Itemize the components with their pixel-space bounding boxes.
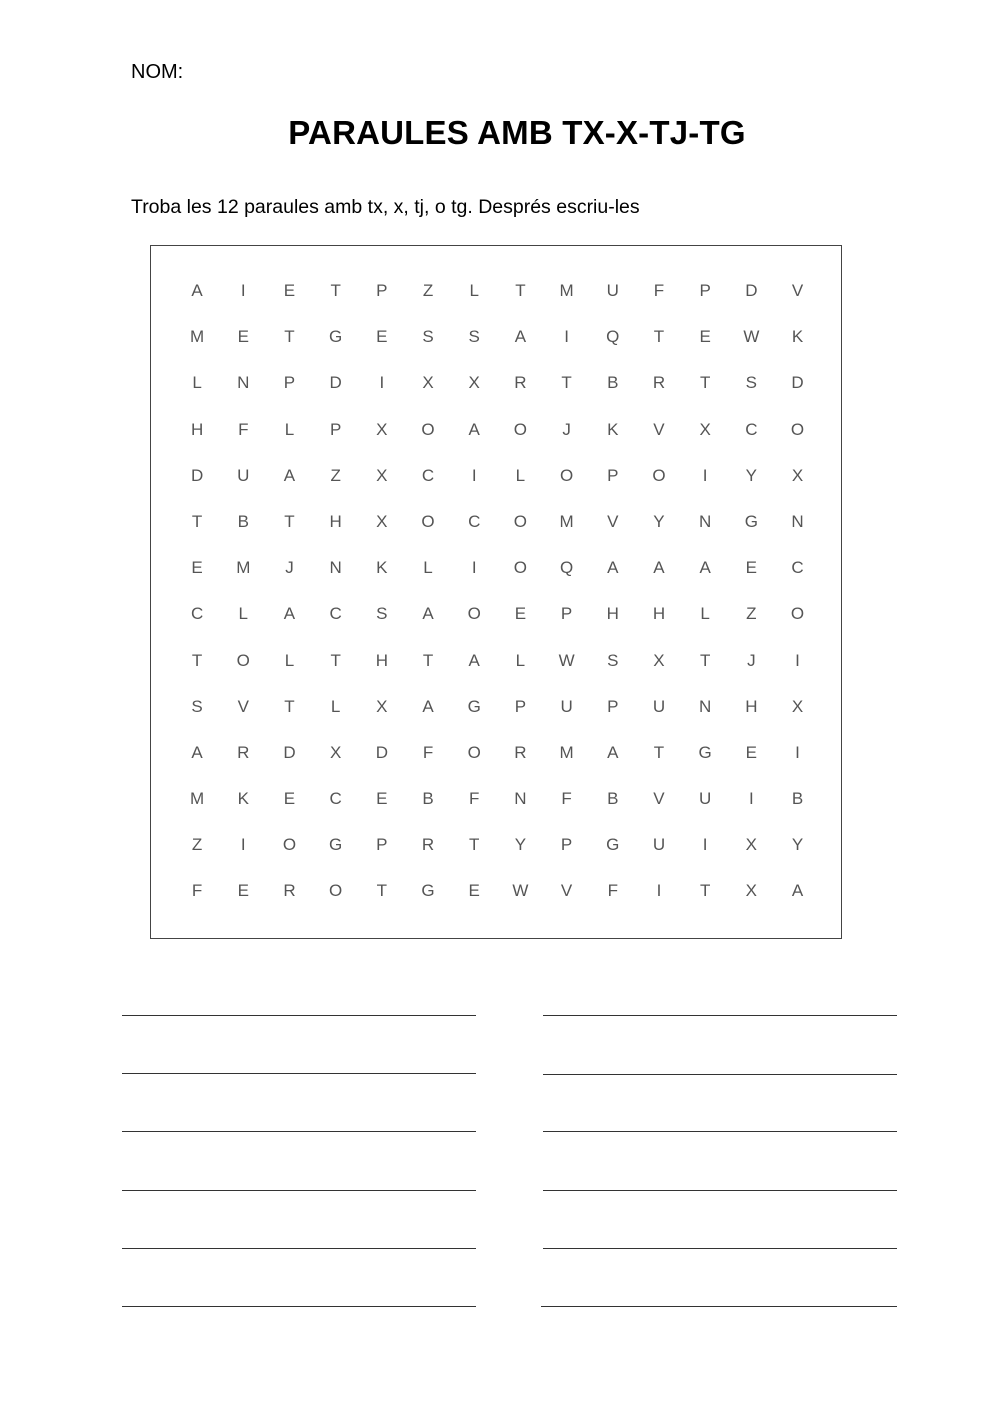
grid-cell[interactable]: O — [559, 465, 574, 485]
answer-line-6[interactable] — [543, 1131, 897, 1132]
grid-cell[interactable]: F — [469, 789, 480, 809]
grid-cell[interactable]: L — [515, 650, 526, 670]
grid-cell[interactable]: H — [652, 604, 666, 624]
grid-cell[interactable]: L — [238, 604, 249, 624]
grid-cell[interactable]: R — [652, 373, 666, 393]
grid-cell[interactable]: E — [376, 789, 388, 809]
grid-cell[interactable]: S — [191, 696, 203, 716]
grid-cell[interactable]: I — [471, 465, 477, 485]
page-title: PARAULES AMB TX-X-TJ-TG — [288, 114, 746, 151]
name-label: NOM: — [131, 61, 184, 83]
grid-cell[interactable]: M — [190, 789, 205, 809]
answer-line-2[interactable] — [543, 1015, 897, 1016]
grid-cell[interactable]: R — [237, 742, 250, 762]
grid-cell[interactable]: S — [422, 327, 434, 347]
grid-cell[interactable]: L — [284, 419, 295, 439]
grid-cell[interactable]: E — [745, 558, 758, 578]
grid-cell[interactable]: H — [375, 650, 388, 670]
grid-cell[interactable]: N — [791, 511, 804, 531]
grid-cell[interactable]: C — [329, 604, 342, 624]
grid-cell[interactable]: C — [791, 558, 804, 578]
grid-cell[interactable]: X — [653, 650, 665, 670]
grid-cell[interactable]: O — [236, 650, 250, 670]
grid-cell[interactable]: X — [422, 373, 434, 393]
grid-cell[interactable]: C — [468, 511, 481, 531]
grid-cell[interactable]: N — [329, 558, 342, 578]
grid-cell[interactable]: T — [284, 696, 295, 716]
grid-cell[interactable]: P — [560, 835, 573, 855]
answer-line-8[interactable] — [543, 1190, 897, 1191]
grid-cell[interactable]: X — [745, 881, 758, 901]
grid-cell[interactable]: N — [237, 373, 250, 393]
grid-cell[interactable]: B — [607, 373, 619, 393]
grid-cell[interactable]: B — [237, 511, 249, 531]
answer-line-11[interactable] — [122, 1306, 476, 1307]
grid-cell[interactable]: U — [237, 465, 250, 485]
grid-cell[interactable]: X — [376, 696, 388, 716]
grid-cell[interactable]: J — [747, 650, 756, 670]
grid-cell[interactable]: D — [791, 373, 804, 393]
grid-cell[interactable]: S — [376, 604, 388, 624]
grid-cell[interactable]: A — [468, 650, 480, 670]
grid-cell[interactable]: D — [375, 742, 388, 762]
grid-cell[interactable]: F — [422, 742, 434, 762]
grid-cell[interactable]: Y — [653, 511, 665, 531]
grid-cell[interactable]: X — [376, 419, 388, 439]
grid-cell[interactable]: T — [422, 650, 434, 670]
answer-line-1[interactable] — [122, 1015, 476, 1016]
grid-cell[interactable]: F — [191, 881, 203, 901]
grid-cell[interactable]: D — [283, 742, 296, 762]
grid-cell[interactable]: H — [190, 419, 204, 439]
grid-cell[interactable]: X — [745, 835, 758, 855]
grid-cell[interactable]: M — [559, 511, 574, 531]
grid-cell[interactable]: L — [469, 281, 479, 300]
grid-cell[interactable]: A — [791, 881, 804, 901]
grid-cell[interactable]: R — [514, 742, 527, 762]
grid-cell[interactable]: O — [513, 558, 528, 578]
grid-cell[interactable]: R — [514, 373, 527, 393]
grid-cell[interactable]: X — [376, 511, 388, 531]
grid-cell[interactable]: I — [702, 835, 708, 855]
grid-cell[interactable]: E — [283, 281, 296, 300]
grid-cell[interactable]: C — [190, 604, 204, 624]
grid-cell[interactable]: J — [562, 419, 571, 439]
grid-cell[interactable]: C — [329, 789, 342, 809]
grid-cell[interactable]: H — [329, 511, 342, 531]
grid-cell[interactable]: G — [421, 881, 435, 901]
grid-cell[interactable]: A — [514, 327, 527, 347]
grid-cell[interactable]: A — [422, 604, 434, 624]
grid-cell[interactable]: G — [698, 742, 712, 762]
grid-cell[interactable]: I — [702, 465, 708, 485]
grid-cell[interactable]: F — [607, 881, 618, 901]
grid-cell[interactable]: S — [468, 327, 480, 347]
grid-cell[interactable]: X — [329, 742, 342, 762]
grid-cell[interactable]: Q — [559, 558, 574, 578]
grid-cell[interactable]: O — [329, 881, 343, 901]
grid-cell[interactable]: K — [607, 419, 619, 439]
grid-cell[interactable]: V — [653, 789, 665, 809]
grid-cell[interactable]: C — [421, 465, 435, 485]
grid-cell[interactable]: P — [376, 281, 388, 300]
grid-cell[interactable]: H — [745, 696, 758, 716]
grid-cell[interactable]: T — [330, 281, 341, 300]
grid-cell[interactable]: P — [329, 419, 342, 439]
grid-cell[interactable]: O — [513, 419, 528, 439]
grid-cell[interactable]: I — [564, 327, 569, 347]
grid-cell[interactable]: W — [512, 881, 529, 901]
grid-cell[interactable]: L — [330, 696, 341, 716]
grid-cell[interactable]: R — [421, 835, 435, 855]
grid-cell[interactable]: D — [745, 281, 758, 300]
grid-cell[interactable]: T — [284, 511, 295, 531]
grid-cell[interactable]: O — [421, 419, 435, 439]
grid-cell[interactable]: O — [467, 604, 481, 624]
grid-cell[interactable]: Z — [746, 604, 757, 624]
grid-cell[interactable]: B — [791, 789, 804, 809]
answer-line-4[interactable] — [543, 1074, 897, 1075]
grid-cell[interactable]: L — [192, 373, 202, 393]
grid-cell[interactable]: G — [329, 835, 343, 855]
grid-cell[interactable]: T — [330, 650, 341, 670]
grid-cell[interactable]: H — [606, 604, 619, 624]
grid-cell[interactable]: V — [607, 511, 619, 531]
grid-cell[interactable]: A — [607, 558, 619, 578]
grid-cell[interactable]: O — [652, 465, 666, 485]
answer-line-10[interactable] — [543, 1248, 897, 1249]
grid-cell[interactable]: T — [699, 881, 711, 901]
grid-cell[interactable]: Z — [191, 835, 203, 855]
grid-cell[interactable]: R — [283, 881, 296, 901]
grid-cell[interactable]: A — [191, 281, 203, 300]
grid-cell[interactable]: P — [283, 373, 296, 393]
grid-cell[interactable]: E — [745, 742, 758, 762]
grid-cell[interactable]: G — [606, 835, 620, 855]
grid-cell[interactable]: F — [653, 281, 665, 300]
grid-cell[interactable]: I — [240, 281, 246, 300]
grid-cell[interactable]: O — [790, 604, 805, 624]
grid-cell[interactable]: W — [743, 327, 760, 347]
grid-cell[interactable]: B — [422, 789, 434, 809]
grid-cell[interactable]: E — [376, 327, 388, 347]
grid-cell[interactable]: A — [283, 604, 296, 624]
grid-cell[interactable]: X — [791, 465, 804, 485]
grid-cell[interactable]: G — [467, 696, 481, 716]
grid-cell[interactable]: V — [560, 881, 573, 901]
grid-cell[interactable]: T — [699, 373, 711, 393]
grid-cell[interactable]: F — [561, 789, 572, 809]
grid-cell[interactable]: M — [559, 281, 574, 300]
grid-cell[interactable]: P — [560, 604, 573, 624]
grid-cell[interactable]: T — [469, 835, 480, 855]
grid-cell[interactable]: T — [376, 881, 388, 901]
grid-cell[interactable]: E — [514, 604, 527, 624]
grid-cell[interactable]: U — [699, 789, 712, 809]
grid-cell[interactable]: T — [653, 742, 665, 762]
grid-cell[interactable]: B — [607, 789, 619, 809]
grid-cell[interactable]: E — [191, 558, 203, 578]
grid-cell[interactable]: S — [745, 373, 758, 393]
grid-cell[interactable]: S — [607, 650, 619, 670]
grid-cell[interactable]: X — [468, 373, 480, 393]
grid-cell[interactable]: U — [652, 835, 666, 855]
grid-cell[interactable]: E — [237, 881, 249, 901]
grid-cell[interactable]: O — [790, 419, 805, 439]
grid-cell[interactable]: Z — [330, 465, 341, 485]
answer-line-7[interactable] — [122, 1190, 476, 1191]
grid-cell[interactable]: P — [607, 465, 619, 485]
grid-cell[interactable]: X — [376, 465, 388, 485]
grid-cell[interactable]: E — [468, 881, 480, 901]
grid-cell[interactable]: N — [699, 511, 712, 531]
word-search-grid[interactable] — [174, 268, 821, 915]
answer-line-12[interactable] — [541, 1306, 897, 1307]
grid-cell[interactable]: I — [240, 835, 246, 855]
grid-cell[interactable]: W — [558, 650, 575, 670]
grid-cell[interactable]: Z — [422, 281, 434, 300]
grid-cell[interactable]: I — [379, 373, 385, 393]
grid-cell[interactable]: P — [514, 696, 527, 716]
grid-cell[interactable]: T — [699, 650, 711, 670]
grid-cell[interactable]: P — [607, 696, 619, 716]
grid-cell[interactable]: Y — [791, 835, 804, 855]
grid-cell[interactable]: P — [699, 281, 711, 300]
grid-cell[interactable]: A — [191, 742, 203, 762]
grid-cell[interactable]: C — [745, 419, 758, 439]
grid-cell[interactable]: I — [795, 742, 800, 762]
grid-cell[interactable]: Y — [514, 835, 527, 855]
grid-cell[interactable]: E — [283, 789, 296, 809]
grid-cell[interactable]: I — [471, 558, 477, 578]
grid-cell[interactable]: I — [795, 650, 800, 670]
grid-cell[interactable]: F — [238, 419, 249, 439]
grid-cell[interactable]: T — [191, 650, 203, 670]
grid-cell[interactable]: L — [284, 650, 295, 670]
grid-cell[interactable]: V — [791, 281, 804, 300]
grid-cell[interactable]: D — [329, 373, 342, 393]
grid-cell[interactable]: A — [468, 419, 480, 439]
grid-cell[interactable]: L — [515, 465, 526, 485]
grid-cell[interactable]: Y — [745, 465, 758, 485]
grid-cell[interactable]: A — [607, 742, 619, 762]
grid-cell[interactable]: K — [791, 327, 804, 347]
grid-cell[interactable]: V — [237, 696, 249, 716]
grid-cell[interactable]: T — [561, 373, 572, 393]
grid-cell[interactable]: L — [700, 604, 710, 624]
grid-cell[interactable]: K — [376, 558, 388, 578]
grid-cell[interactable]: N — [699, 696, 712, 716]
answer-line-9[interactable] — [122, 1248, 476, 1249]
grid-cell[interactable]: O — [467, 742, 481, 762]
grid-cell[interactable]: G — [329, 327, 343, 347]
grid-cell[interactable]: X — [699, 419, 711, 439]
grid-cell[interactable]: A — [653, 558, 665, 578]
grid-cell[interactable]: M — [236, 558, 251, 578]
grid-cell[interactable]: I — [656, 881, 662, 901]
grid-cell[interactable]: J — [285, 558, 294, 578]
grid-cell[interactable]: M — [190, 327, 205, 347]
grid-cell[interactable]: T — [284, 327, 295, 347]
grid-cell[interactable]: O — [421, 511, 435, 531]
grid-cell[interactable]: T — [653, 327, 665, 347]
grid-cell[interactable]: N — [514, 789, 527, 809]
grid-cell[interactable]: E — [237, 327, 249, 347]
grid-cell[interactable]: O — [282, 835, 297, 855]
grid-cell[interactable]: L — [423, 558, 433, 578]
grid-cell[interactable]: T — [191, 511, 203, 531]
grid-cell[interactable]: A — [699, 558, 711, 578]
grid-cell[interactable]: G — [744, 511, 758, 531]
grid-cell[interactable]: M — [559, 742, 574, 762]
answer-line-5[interactable] — [122, 1131, 476, 1132]
grid-cell[interactable]: I — [748, 789, 754, 809]
grid-cell[interactable]: Q — [606, 327, 620, 347]
grid-cell[interactable]: T — [515, 281, 526, 300]
grid-cell[interactable]: X — [791, 696, 804, 716]
grid-cell[interactable]: D — [190, 465, 204, 485]
grid-cell[interactable]: U — [606, 281, 619, 300]
grid-cell[interactable]: A — [422, 696, 434, 716]
grid-cell[interactable]: U — [560, 696, 573, 716]
grid-cell[interactable]: U — [652, 696, 666, 716]
grid-cell[interactable]: V — [653, 419, 665, 439]
grid-cell[interactable]: A — [283, 465, 296, 485]
grid-cell[interactable]: P — [376, 835, 388, 855]
grid-cell[interactable]: E — [699, 327, 711, 347]
grid-cell[interactable]: O — [513, 511, 528, 531]
instructions-text: Troba les 12 paraules amb tx, x, tj, o tg. Després escriu-les — [131, 196, 640, 218]
grid-cell[interactable]: K — [237, 789, 249, 809]
answer-line-3[interactable] — [122, 1073, 476, 1074]
